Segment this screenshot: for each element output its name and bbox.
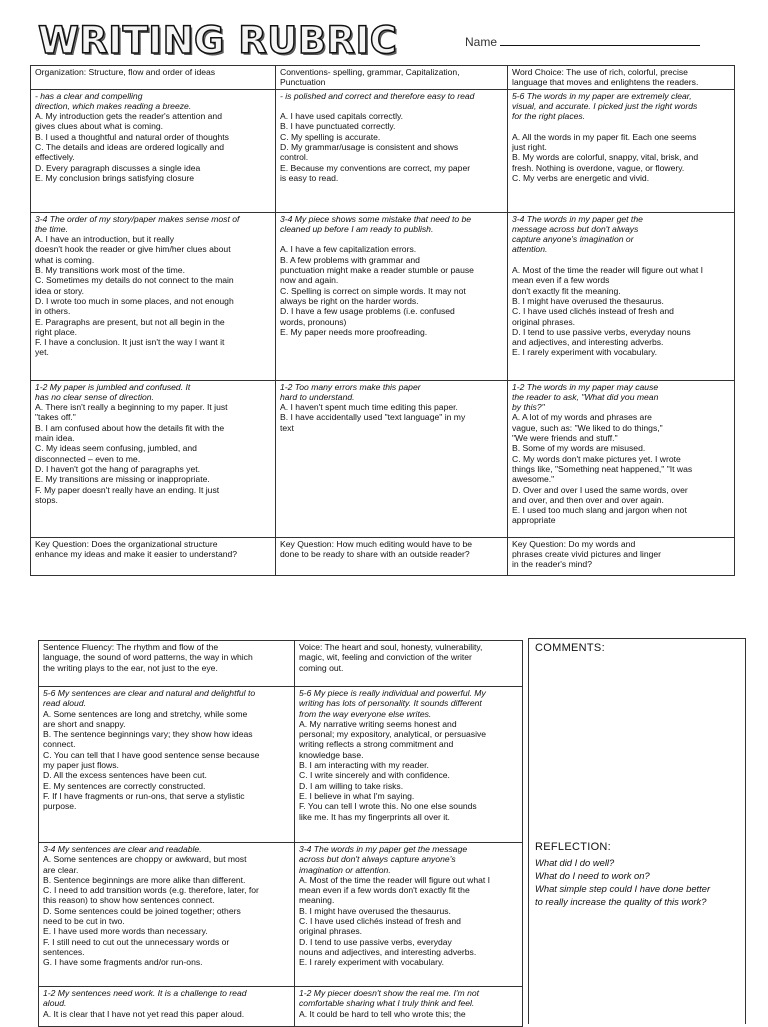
rubric-line: cleaned up before I am ready to publish.: [280, 223, 434, 234]
reflection-label: REFLECTION:: [535, 841, 612, 853]
rubric-line: C. I have used clichés instead of fresh and: [299, 916, 461, 927]
rubric1-row-key-question: [31, 537, 735, 575]
rubric-line: C. I write sincerely and with confidence.: [299, 770, 450, 781]
rubric-line: [280, 101, 503, 111]
rubric-line: attention.: [512, 244, 548, 255]
rubric-table-1: [30, 65, 735, 576]
rubric-line: the writing plays to the ear, not just to the eye.: [43, 662, 218, 673]
rubric-line: C. You can tell that I have good sentence sense because: [43, 749, 260, 760]
rubric-line: are short and snappy.: [43, 718, 126, 729]
rubric1-cell: [508, 537, 735, 575]
rubric-table-2: [38, 640, 523, 1027]
rubric-line: D. My grammar/usage is consistent and shows: [280, 142, 459, 153]
rubric2-cell: [39, 843, 295, 987]
rubric-line: "We were friends and stuff.": [512, 433, 618, 444]
rubric-line: E. My sentences are correctly constructed.: [43, 780, 206, 791]
rubric-line: now and again.: [280, 275, 339, 286]
rubric-line: across but don't always capture anyone's: [299, 854, 456, 865]
rubric-line: C. The details and ideas are ordered logically and: [35, 142, 225, 153]
rubric-line: 1-2 My paper is jumbled and confused. It: [35, 381, 191, 392]
rubric-line: imagination or attention.: [299, 864, 391, 875]
rubric-line: don't exactly fit the meaning.: [512, 285, 621, 296]
rubric-line: original phrases.: [512, 316, 576, 327]
rubric-line: B. The sentence beginnings vary; they show how ideas: [43, 729, 253, 740]
rubric-line: 3-4 My piece shows some mistake that need to be: [280, 213, 472, 224]
rubric-line: B. Some of my words are misused.: [512, 443, 646, 454]
rubric-line: - is polished and correct and therefore easy to read: [280, 90, 475, 101]
rubric1-row-1-2: [31, 380, 735, 537]
rubric-line: E. My paper needs more proofreading.: [280, 326, 428, 337]
rubric-line: words, pronouns): [280, 316, 347, 327]
rubric2-cell: [39, 987, 295, 1027]
rubric-line: B. I might have overused the thesaurus.: [299, 905, 451, 916]
rubric-line: sentences.: [43, 946, 85, 957]
rubric-line: what is coming.: [35, 254, 95, 265]
rubric-line: Organization: Structure, flow and order of ideas: [35, 67, 216, 77]
rubric-line: C. Sometimes my details do not connect to the main: [35, 275, 234, 286]
rubric1-cell: [31, 89, 276, 212]
rubric-line: is easy to read.: [280, 172, 339, 183]
rubric-line: 5-6 My sentences are clear and natural and delightful to: [43, 688, 256, 698]
rubric2-row-3-4: [39, 843, 523, 987]
rubric-line: and over, and then over and over again.: [512, 494, 664, 505]
rubric-line: C. I need to add transition words (e.g. therefore, later, for: [43, 885, 259, 896]
rubric-line: appropriate: [512, 515, 556, 526]
rubric2-row-1-2: [39, 987, 523, 1027]
rubric-line: E. My transitions are missing or inappropriate.: [35, 474, 210, 485]
rubric-line: nouns and adjectives, and interesting adverbs.: [299, 946, 477, 957]
rubric-line: writing has lots of personality. It sounds different: [299, 698, 482, 709]
rubric-line: 3-4 The order of my story/paper makes sense most of: [35, 213, 240, 224]
reflection-question: What do I need to work on?: [535, 870, 650, 881]
rubric-line: like me. It has my fingerprints all over it.: [299, 811, 450, 822]
rubric-line: just right.: [512, 142, 547, 153]
rubric-line: D. Over and over I used the same words, over: [512, 484, 688, 495]
comments-box[interactable]: [528, 638, 746, 1024]
rubric-line: 1-2 Too many errors make this paper: [280, 381, 421, 392]
rubric-line: 3-4 My sentences are clear and readable.: [43, 844, 202, 854]
rubric-line: D. I wrote too much in some places, and not enough: [35, 295, 234, 306]
rubric-line: language, the sound of word patterns, the way in which: [43, 652, 253, 663]
rubric-line: always be right on the harder words.: [280, 295, 419, 306]
rubric-line: Sentence Fluency: The rhythm and flow of the: [43, 642, 219, 652]
rubric-line: A. I have a few capitalization errors.: [280, 244, 417, 255]
rubric-line: G. I have some fragments and/or run-ons.: [43, 957, 203, 968]
rubric-line: D. Every paragraph discusses a single idea: [35, 162, 201, 173]
rubric-line: A. All the words in my paper fit. Each one seems: [512, 131, 697, 142]
rubric-line: and adjectives, and interesting adverbs.: [512, 337, 664, 348]
rubric-line: Word Choice: The use of rich, colorful, precise: [512, 67, 688, 77]
rubric-line: C. I have used clichés instead of fresh and: [512, 306, 674, 317]
rubric-line: gives clues about what is coming.: [35, 121, 164, 132]
rubric1-cell: [31, 380, 276, 537]
rubric-line: A. A lot of my words and phrases are: [512, 412, 652, 423]
rubric-line: the reader to ask, "What did you mean: [512, 391, 659, 402]
rubric-line: C. My words don't make pictures yet. I wrote: [512, 453, 681, 464]
rubric-line: 1-2 My piecer doesn't show the real me. I'm not: [299, 988, 480, 998]
rubric-line: E. Paragraphs are present, but not all begin in the: [35, 316, 225, 327]
rubric-line: main idea.: [35, 433, 75, 444]
rubric-line: D. Some sentences could be joined together; others: [43, 905, 241, 916]
rubric-line: by this?": [512, 402, 545, 413]
rubric-line: mean even if a few words: [512, 275, 610, 286]
rubric-line: right place.: [35, 326, 78, 337]
rubric-line: [280, 234, 503, 244]
rubric-line: from the way everyone else writes.: [299, 708, 432, 719]
rubric1-cell: [508, 66, 735, 90]
rubric-line: awesome.": [512, 474, 555, 485]
rubric-line: C. My spelling is accurate.: [280, 131, 381, 142]
rubric1-cell: [276, 66, 508, 90]
rubric-line: B. I am confused about how the details fit with the: [35, 422, 225, 433]
rubric-line: A. I have an introduction, but it really: [35, 234, 175, 245]
rubric-line: Key Question: Does the organizational structure: [35, 538, 218, 549]
rubric-line: are clear.: [43, 864, 79, 875]
rubric2-row-5-6: [39, 687, 523, 843]
rubric-line: purpose.: [43, 801, 77, 812]
rubric-line: 3-4 The words in my paper get the message: [299, 844, 468, 854]
rubric-line: C. My verbs are energetic and vivid.: [512, 172, 650, 183]
rubric-line: things like, "Something neat happened," "It was: [512, 463, 693, 474]
rubric1-cell: [276, 89, 508, 212]
rubric-line: A. My narrative writing seems honest and: [299, 718, 457, 729]
rubric-line: E. My conclusion brings satisfying closure: [35, 172, 195, 183]
rubric-line: Key Question: How much editing would have to be: [280, 538, 473, 549]
rubric1-cell: [508, 212, 735, 380]
rubric2-cell: [295, 987, 523, 1027]
rubric2-cell: [39, 641, 295, 687]
rubric1-row-5-6: [31, 89, 735, 212]
rubric-line: D. All the excess sentences have been cut.: [43, 770, 207, 781]
rubric1-row-3-4: [31, 212, 735, 380]
rubric-line: B. I am interacting with my reader.: [299, 760, 429, 771]
rubric-line: magic, wit, feeling and conviction of the writer: [299, 652, 472, 663]
rubric1-cell: [508, 89, 735, 212]
rubric-line: capture anyone's imagination or: [512, 234, 634, 245]
rubric1-cell: [31, 537, 276, 575]
rubric-line: D. I haven't got the hang of paragraphs yet.: [35, 463, 201, 474]
rubric-line: A. Some sentences are choppy or awkward, but most: [43, 854, 247, 865]
rubric-line: language that moves and enlightens the readers.: [512, 77, 699, 88]
rubric-line: F. My paper doesn't really have an ending. It just: [35, 484, 220, 495]
rubric-line: A. It could be hard to tell who wrote this; the: [299, 1008, 466, 1019]
rubric-line: [512, 255, 730, 265]
rubric2-cell: [295, 687, 523, 843]
rubric-line: connect.: [43, 739, 76, 750]
rubric-line: visual, and accurate. I picked just the right words: [512, 100, 698, 111]
rubric-line: need to be cut in two.: [43, 916, 125, 927]
rubric-line: read aloud.: [43, 698, 87, 709]
rubric-line: A. I have used capitals correctly.: [280, 111, 404, 122]
rubric-line: B. I used a thoughtful and natural order of thoughts: [35, 131, 229, 142]
rubric-line: effectively.: [35, 152, 75, 163]
rubric-line: 1-2 My sentences need work. It is a challenge to read: [43, 988, 247, 998]
rubric-line: aloud.: [43, 998, 67, 1009]
rubric-line: E. I used too much slang and jargon when not: [512, 505, 687, 516]
rubric-line: Voice: The heart and soul, honesty, vulnerability,: [299, 642, 483, 652]
reflection-question: What did I do well?: [535, 857, 615, 868]
rubric-line: C. My ideas seem confusing, jumbled, and: [35, 443, 197, 454]
rubric2-row-header: [39, 641, 523, 687]
rubric-line: control.: [280, 152, 309, 163]
rubric-line: yet.: [35, 347, 49, 358]
rubric-line: B. I might have overused the thesaurus.: [512, 295, 664, 306]
rubric-line: mean even if a few words don't exactly fit the: [299, 885, 470, 896]
rubric-line: text: [280, 422, 294, 433]
rubric-line: hard to understand.: [280, 391, 355, 402]
rubric-line: B. I have punctuated correctly.: [280, 121, 396, 132]
rubric-line: C. Spelling is correct on simple words. It may not: [280, 285, 466, 296]
rubric-line: A. My introduction gets the reader's attention and: [35, 111, 222, 122]
rubric1-row-header: [31, 66, 735, 90]
rubric-line: personal; my expository, analytical, or persuasive: [299, 729, 487, 740]
rubric-line: 5-6 My piece is really individual and powerful. My: [299, 688, 486, 698]
rubric-line: A. There isn't really a beginning to my paper. It just: [35, 402, 228, 413]
rubric-line: phrases create vivid pictures and linger: [512, 548, 662, 559]
rubric-line: disconnected – even to me.: [35, 453, 141, 464]
rubric-line: direction, which makes reading a breeze.: [35, 100, 192, 111]
rubric-line: F. If I have fragments or run-ons, that serve a stylistic: [43, 790, 245, 801]
rubric-line: stops.: [35, 494, 58, 505]
rubric-line: F. I still need to cut out the unnecessary words or: [43, 936, 230, 947]
rubric-line: 1-2 The words in my paper may cause: [512, 381, 659, 392]
rubric-line: A. Most of the time the reader will figure out what I: [299, 874, 491, 885]
rubric-line: D. I have a few usage problems (i.e. confused: [280, 306, 455, 317]
rubric-line: E. I have used more words than necessary.: [43, 926, 208, 937]
rubric-line: D. I tend to use passive verbs, everyday: [299, 936, 452, 947]
rubric-line: the time.: [35, 223, 68, 234]
rubric-line: D. I tend to use passive verbs, everyday nouns: [512, 326, 691, 337]
rubric-line: B. My transitions work most of the time.: [35, 265, 185, 276]
rubric-line: B. Sentence beginnings are more alike than different.: [43, 874, 246, 885]
rubric-line: Conventions- spelling, grammar, Capitalization,: [280, 67, 460, 77]
rubric-line: in others.: [35, 306, 71, 317]
rubric-line: punctuation might make a reader stumble or pause: [280, 265, 474, 276]
rubric-line: E. I rarely experiment with vocabulary.: [512, 347, 658, 358]
rubric-line: writing reflects a strong commitment and: [299, 739, 454, 750]
page-title: WRITING RUBRIC: [38, 19, 398, 62]
rubric1-cell: [31, 66, 276, 90]
rubric-line: original phrases.: [299, 926, 363, 937]
rubric-line: for the right places.: [512, 111, 586, 122]
rubric-line: A. It is clear that I have not yet read this paper aloud.: [43, 1008, 245, 1019]
rubric-line: F. I have a conclusion. It just isn't the way I want it: [35, 337, 225, 348]
rubric-line: [512, 121, 730, 131]
rubric-line: "takes off.": [35, 412, 76, 423]
rubric1-cell: [31, 212, 276, 380]
rubric-line: A. Some sentences are long and stretchy, while some: [43, 708, 248, 719]
rubric-line: meaning.: [299, 895, 335, 906]
rubric2-cell: [295, 843, 523, 987]
rubric-line: E. Because my conventions are correct, my paper: [280, 162, 471, 173]
reflection-question: to really increase the quality of this work?: [535, 896, 707, 907]
name-label: Name: [465, 35, 498, 49]
rubric-line: Punctuation: [280, 77, 326, 88]
rubric-line: enhance my ideas and make it easier to understand?: [35, 548, 238, 559]
rubric-line: this reason) to show how sentences connect.: [43, 895, 215, 906]
rubric-line: coming out.: [299, 662, 344, 673]
rubric-line: 3-4 The words in my paper get the: [512, 213, 643, 224]
rubric-line: done to be ready to share with an outside reader?: [280, 548, 470, 559]
rubric-line: comfortable sharing what I truly think and feel.: [299, 998, 475, 1009]
rubric-line: fresh. Nothing is overdone, vague, or flowery.: [512, 162, 685, 173]
rubric2-cell: [295, 641, 523, 687]
name-line[interactable]: [500, 45, 700, 46]
rubric-line: vague, such as: "We liked to do things,": [512, 422, 663, 433]
rubric-line: doesn't hook the reader or give him/her clues about: [35, 244, 231, 255]
rubric-line: B. I have accidentally used "text language" in my: [280, 412, 466, 423]
reflection-question: What simple step could I have done better: [535, 883, 711, 894]
rubric1-cell: [508, 380, 735, 537]
rubric-line: D. I am willing to take risks.: [299, 780, 404, 791]
rubric1-cell: [276, 380, 508, 537]
rubric-line: B. A few problems with grammar and: [280, 254, 420, 265]
rubric1-cell: [276, 537, 508, 575]
rubric1-cell: [276, 212, 508, 380]
comments-label: COMMENTS:: [535, 642, 605, 654]
rubric-line: my paper just flows.: [43, 760, 119, 771]
rubric-line: F. You can tell I wrote this. No one else sounds: [299, 801, 477, 812]
rubric-line: - has a clear and compelling: [35, 90, 143, 101]
rubric-line: idea or story.: [35, 285, 85, 296]
rubric-line: knowledge base.: [299, 749, 364, 760]
rubric-line: in the reader's mind?: [512, 559, 592, 570]
rubric-line: B. My words are colorful, snappy, vital, brisk, and: [512, 152, 699, 163]
rubric2-cell: [39, 687, 295, 843]
rubric-line: Key Question: Do my words and: [512, 538, 636, 549]
rubric-line: message across but don't always: [512, 223, 639, 234]
rubric-line: 5-6 The words in my paper are extremely clear,: [512, 90, 692, 101]
rubric-line: E. I believe in what I'm saying.: [299, 790, 415, 801]
rubric-line: has no clear sense of direction.: [35, 391, 154, 402]
rubric-line: A. I haven't spent much time editing this paper.: [280, 402, 458, 413]
rubric-line: A. Most of the time the reader will figure out what I: [512, 265, 704, 276]
rubric-line: E. I rarely experiment with vocabulary.: [299, 957, 445, 968]
